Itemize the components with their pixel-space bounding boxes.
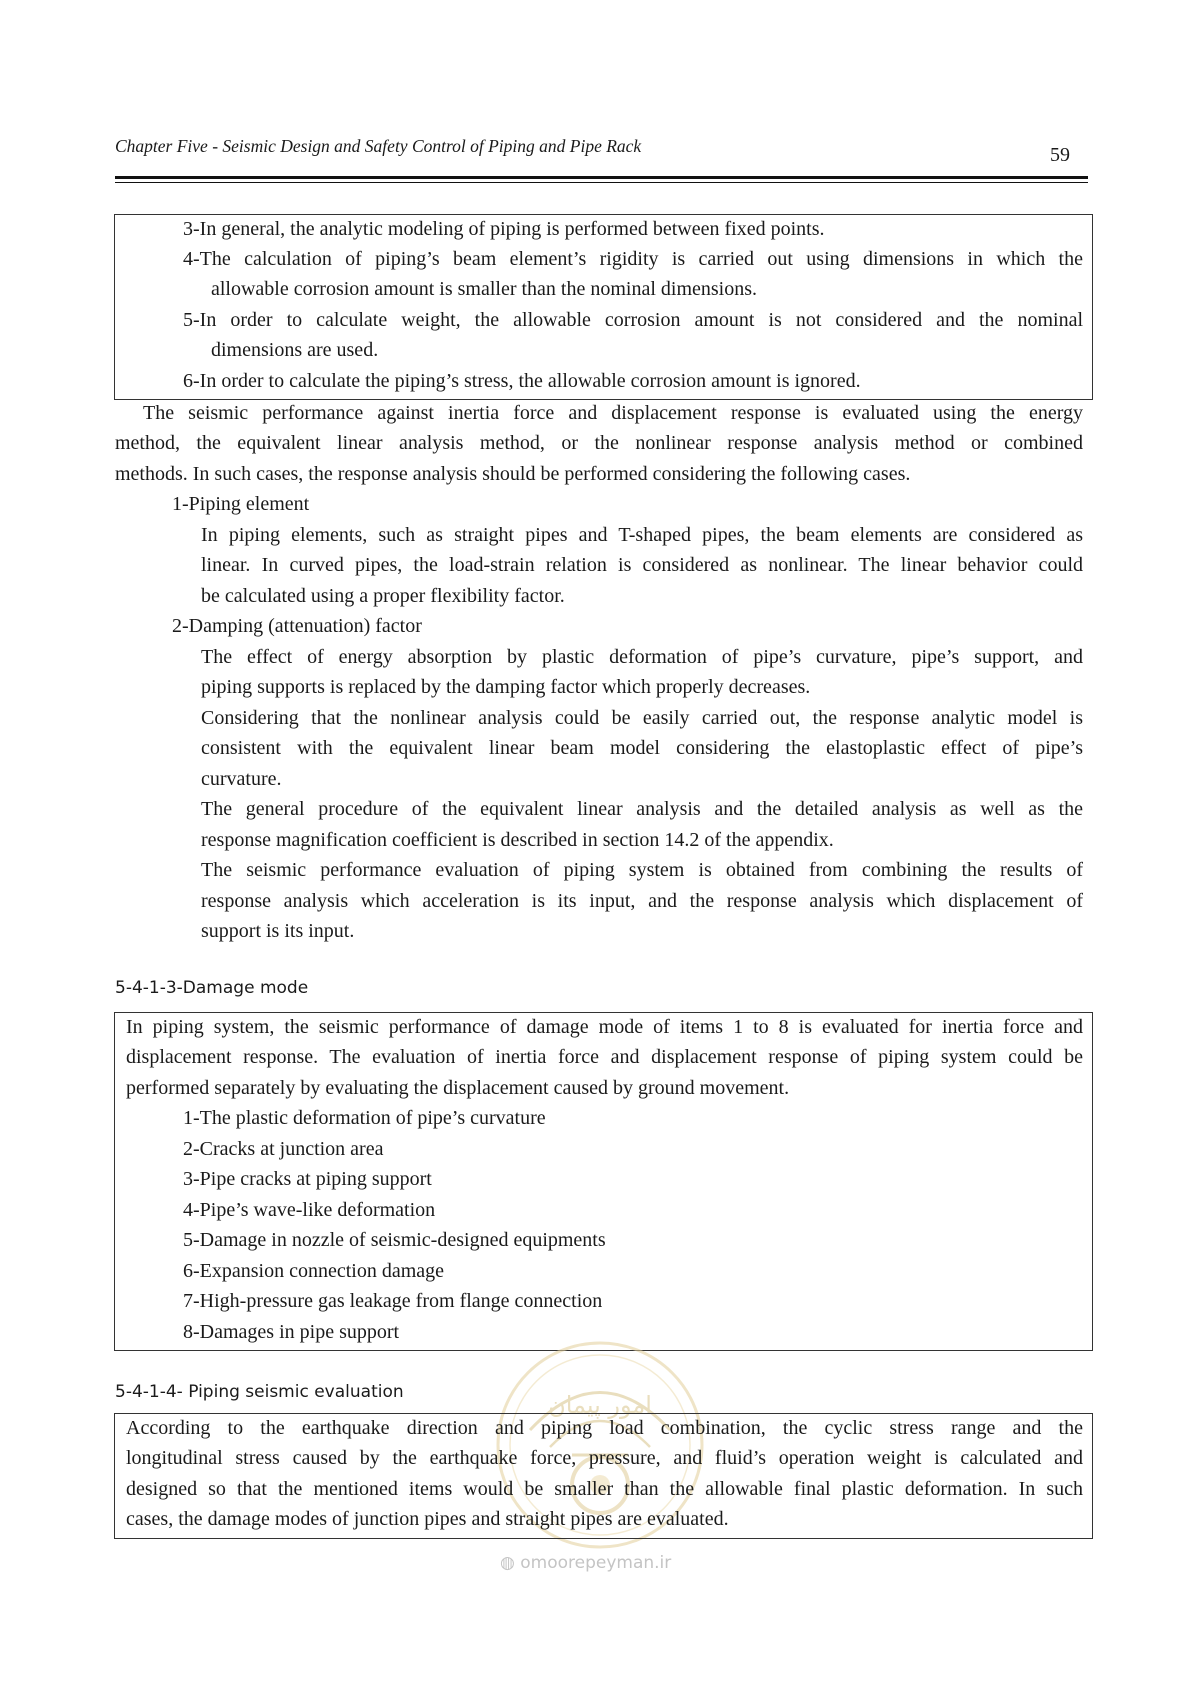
evaluation-line: longitudinal stress caused by the earthquake force, pressure, and fluid’s operation weight is calculated and bbox=[126, 1447, 1083, 1469]
box-line: 3-In general, the analytic modeling of piping is performed between fixed points. bbox=[183, 218, 825, 240]
box-line: allowable corrosion amount is smaller than the nominal dimensions. bbox=[211, 278, 758, 300]
body-line: The general procedure of the equivalent linear analysis and the detailed analysis as well as the bbox=[201, 798, 1083, 820]
body-line: be calculated using a proper flexibility factor. bbox=[201, 585, 565, 607]
body-line: response magnification coefficient is described in section 14.2 of the appendix. bbox=[201, 829, 834, 851]
damage-item: 6-Expansion connection damage bbox=[183, 1260, 445, 1282]
damage-intro-line: displacement response. The evaluation of inertia force and displacement response of piping system could be bbox=[126, 1046, 1083, 1068]
damage-item: 2-Cracks at junction area bbox=[183, 1138, 384, 1160]
body-line: method, the equivalent linear analysis method, or the nonlinear response analysis method or combined bbox=[115, 432, 1083, 454]
list-heading: 1-Piping element bbox=[172, 493, 310, 515]
box-line: dimensions are used. bbox=[211, 339, 379, 361]
header-rule-thin bbox=[115, 182, 1088, 183]
body-line: The seismic performance against inertia force and displacement response is evaluated using the energy bbox=[143, 402, 1083, 424]
body-line: linear. In curved pipes, the load-strain relation is considered as nonlinear. The linear behavior could bbox=[201, 554, 1083, 576]
header-rule-thick bbox=[115, 176, 1088, 179]
body-line: piping supports is replaced by the damping factor which properly decreases. bbox=[201, 676, 811, 698]
section-heading-damage-mode: 5-4-1-3-Damage mode bbox=[115, 978, 309, 998]
body-line: methods. In such cases, the response analysis should be performed considering the following cases. bbox=[115, 463, 911, 485]
damage-item: 3-Pipe cracks at piping support bbox=[183, 1168, 432, 1190]
section-heading-piping-evaluation: 5-4-1-4- Piping seismic evaluation bbox=[115, 1382, 404, 1402]
damage-item: 7-High-pressure gas leakage from flange connection bbox=[183, 1290, 603, 1312]
damage-intro-line: performed separately by evaluating the displacement caused by ground movement. bbox=[126, 1077, 790, 1099]
list-heading: 2-Damping (attenuation) factor bbox=[172, 615, 422, 637]
page-number: 59 bbox=[1050, 144, 1070, 166]
body-line: Considering that the nonlinear analysis could be easily carried out, the response analytic model is bbox=[201, 707, 1083, 729]
evaluation-line: According to the earthquake direction and piping load combination, the cyclic stress range and the bbox=[126, 1417, 1083, 1439]
damage-item: 1-The plastic deformation of pipe’s curvature bbox=[183, 1107, 546, 1129]
chapter-header-title: Chapter Five - Seismic Design and Safety Control of Piping and Pipe Rack bbox=[115, 136, 642, 156]
watermark-logo-text: امور پیمان bbox=[548, 1391, 652, 1419]
watermark-site-text bbox=[500, 1553, 671, 1573]
damage-item: 8-Damages in pipe support bbox=[183, 1321, 400, 1343]
damage-intro-line: In piping system, the seismic performance of damage mode of items 1 to 8 is evaluated for inertia force and bbox=[126, 1016, 1083, 1038]
body-line: curvature. bbox=[201, 768, 282, 790]
body-line: In piping elements, such as straight pipes and T-shaped pipes, the beam elements are considered as bbox=[201, 524, 1083, 546]
body-line: response analysis which acceleration is its input, and the response analysis which displacement of bbox=[201, 890, 1083, 912]
evaluation-line: cases, the damage modes of junction pipes and straight pipes are evaluated. bbox=[126, 1508, 729, 1530]
globe-icon: ◍ bbox=[500, 1553, 515, 1573]
box-line: 6-In order to calculate the piping’s stress, the allowable corrosion amount is ignored. bbox=[183, 370, 861, 392]
body-line: support is its input. bbox=[201, 920, 355, 942]
box-line: 5-In order to calculate weight, the allowable corrosion amount is not considered and the nominal bbox=[183, 309, 1083, 331]
evaluation-line: designed so that the mentioned items would be smaller than the allowable final plastic deformation. In such bbox=[126, 1478, 1083, 1500]
body-line: consistent with the equivalent linear beam model considering the elastoplastic effect of pipe’s bbox=[201, 737, 1083, 759]
body-line: The effect of energy absorption by plastic deformation of pipe’s curvature, pipe’s support, and bbox=[201, 646, 1083, 668]
watermark-site: omoorepeyman.ir bbox=[520, 1553, 672, 1573]
damage-item: 5-Damage in nozzle of seismic-designed equipments bbox=[183, 1229, 606, 1251]
damage-item: 4-Pipe’s wave-like deformation bbox=[183, 1199, 436, 1221]
box-line: 4-The calculation of piping’s beam element’s rigidity is carried out using dimensions in which the bbox=[183, 248, 1083, 270]
body-line: The seismic performance evaluation of piping system is obtained from combining the results of bbox=[201, 859, 1083, 881]
